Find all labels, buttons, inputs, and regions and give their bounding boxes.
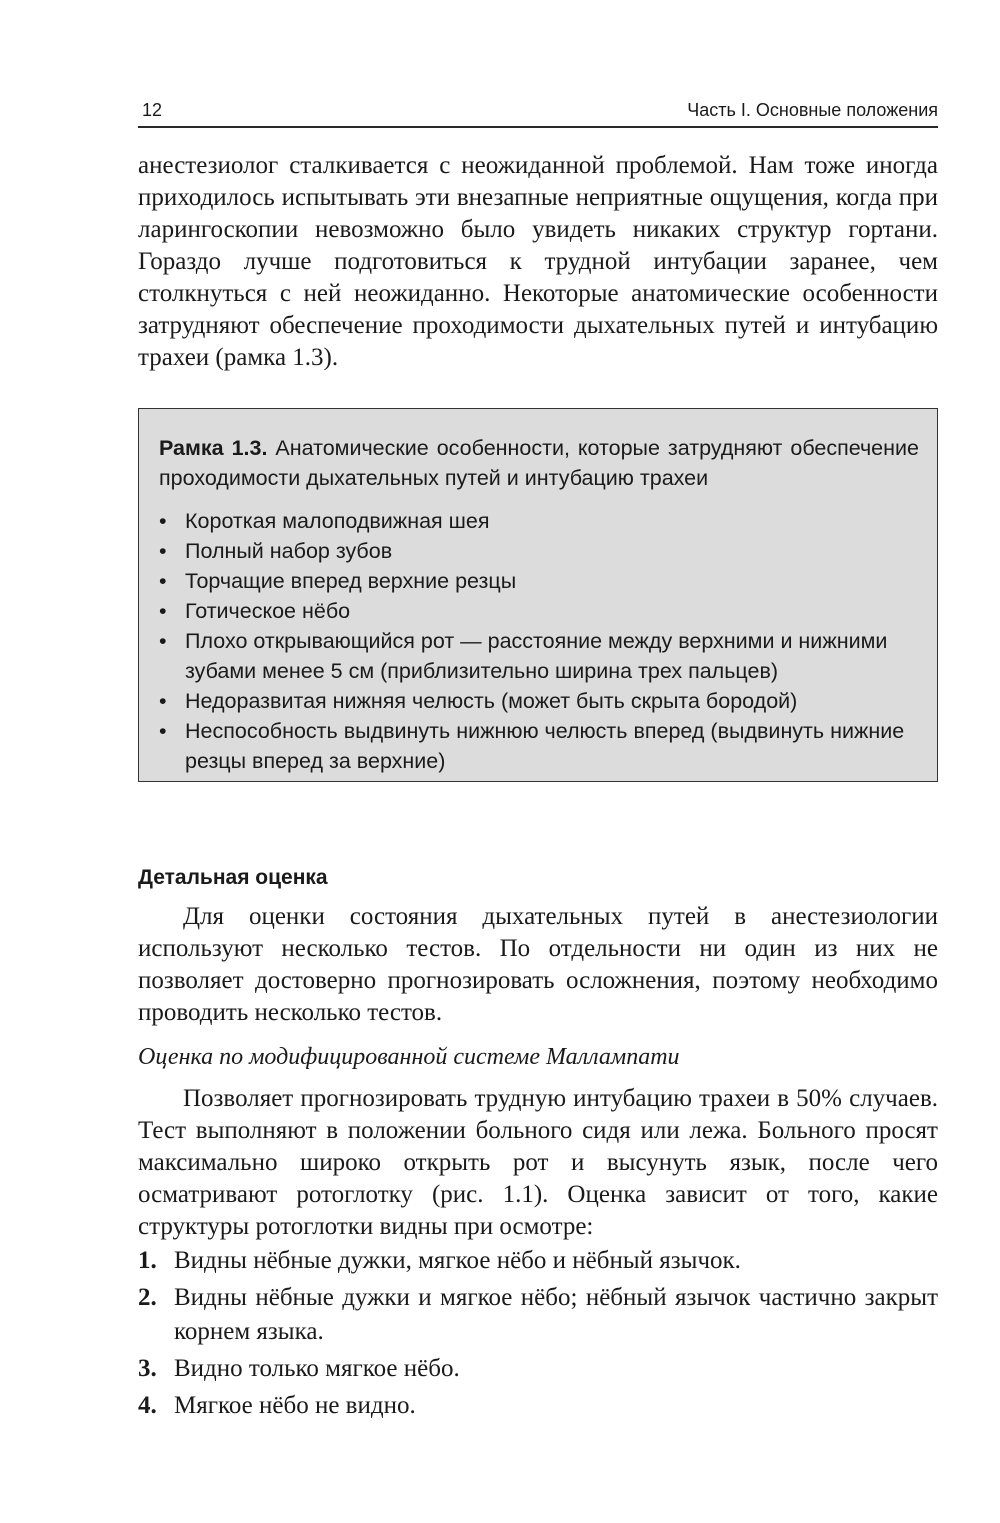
box-label: Рамка 1.3. — [159, 436, 268, 460]
bullet-icon: • — [159, 509, 167, 533]
box-bullet-list — [159, 506, 919, 776]
mallampati-list — [138, 1244, 938, 1426]
box-title-text: Анатомические особенности, которые затрудняют обеспечение проходимости дыхательных путей и интубацию трахеи — [159, 436, 919, 490]
section-heading: Детальная оценка — [138, 866, 328, 889]
item-number: 2. — [138, 1284, 157, 1311]
list-item — [138, 1389, 938, 1423]
subsection-heading: Оценка по модифицированной системе Маллампати — [138, 1044, 680, 1070]
box-item-text: Плохо открывающийся рот — расстояние между верхними и нижними зубами менее 5 см (приблизительно ширина трех пальцев) — [185, 629, 888, 683]
box-list-item — [159, 626, 919, 686]
bullet-icon: • — [159, 629, 167, 653]
item-text: Видны нёбные дужки, мягкое нёбо и нёбный язычок. — [174, 1247, 741, 1274]
item-text: Мягкое нёбо не видно. — [174, 1392, 416, 1419]
box-item-text: Неспособность выдвинуть нижнюю челюсть вперед (выдвинуть нижние резцы вперед за верхние) — [185, 719, 905, 773]
box-item-text: Короткая малоподвижная шея — [185, 509, 490, 533]
box-item-text: Готическое нёбо — [185, 599, 351, 623]
box-list-item — [159, 596, 919, 626]
box-list-item — [159, 566, 919, 596]
item-number: 3. — [138, 1355, 157, 1382]
item-number: 4. — [138, 1392, 157, 1419]
item-text: Видны нёбные дужки и мягкое нёбо; нёбный язычок частично закрыт корнем языка. — [174, 1284, 938, 1345]
box-list-item — [159, 716, 919, 776]
list-item — [138, 1281, 938, 1349]
bullet-icon: • — [159, 719, 167, 743]
subsection-paragraph: Позволяет прогнозировать трудную интубацию трахеи в 50% случаев. Тест выполняют в положении больного сидя или лежа. Больного просят максимально широко открыть рот и высунуть язык, после чего осматривают ротоглотку (рис. 1.1). Оценка зависит от того, какие структуры ротоглотки видны при осмотре: — [138, 1085, 938, 1240]
section-paragraph: Для оценки состояния дыхательных путей в анестезиологии используют несколько тестов. По отдельности ни один из них не позволяет достоверно прогнозировать осложнения, поэтому необходимо проводить несколько тестов. — [138, 903, 938, 1026]
box-item-text: Полный набор зубов — [185, 539, 393, 563]
intro-paragraph: анестезиолог сталкивается с неожиданной проблемой. Нам тоже иногда приходилось испытывать эти внезапные неприятные ощущения, когда при ларингоскопии невозможно было увидеть никаких структур гортани. Гораздо лучше подготовиться к трудной интубации заранее, чем столкнуться с ней неожиданно. Некоторые анатомические особенности затрудняют обеспечение проходимости дыхательных путей и интубацию трахеи (рамка 1.3). — [138, 152, 938, 371]
item-text: Видно только мягкое нёбо. — [174, 1355, 460, 1382]
bullet-icon: • — [159, 569, 167, 593]
box-item-text: Торчащие вперед верхние резцы — [185, 569, 517, 593]
list-item — [138, 1244, 938, 1278]
box-list-item — [159, 506, 919, 536]
box-list-item — [159, 536, 919, 566]
running-header — [138, 96, 938, 128]
bullet-icon: • — [159, 539, 167, 563]
box-list-item — [159, 686, 919, 716]
running-title: Часть I. Основные положения — [687, 100, 938, 120]
box-1-3 — [138, 408, 938, 782]
bullet-icon: • — [159, 599, 167, 623]
item-number: 1. — [138, 1247, 157, 1274]
list-item — [138, 1352, 938, 1386]
box-item-text: Недоразвитая нижняя челюсть (может быть скрыта бородой) — [185, 689, 798, 713]
page-number: 12 — [142, 100, 163, 120]
box-title — [159, 433, 919, 493]
bullet-icon: • — [159, 689, 167, 713]
